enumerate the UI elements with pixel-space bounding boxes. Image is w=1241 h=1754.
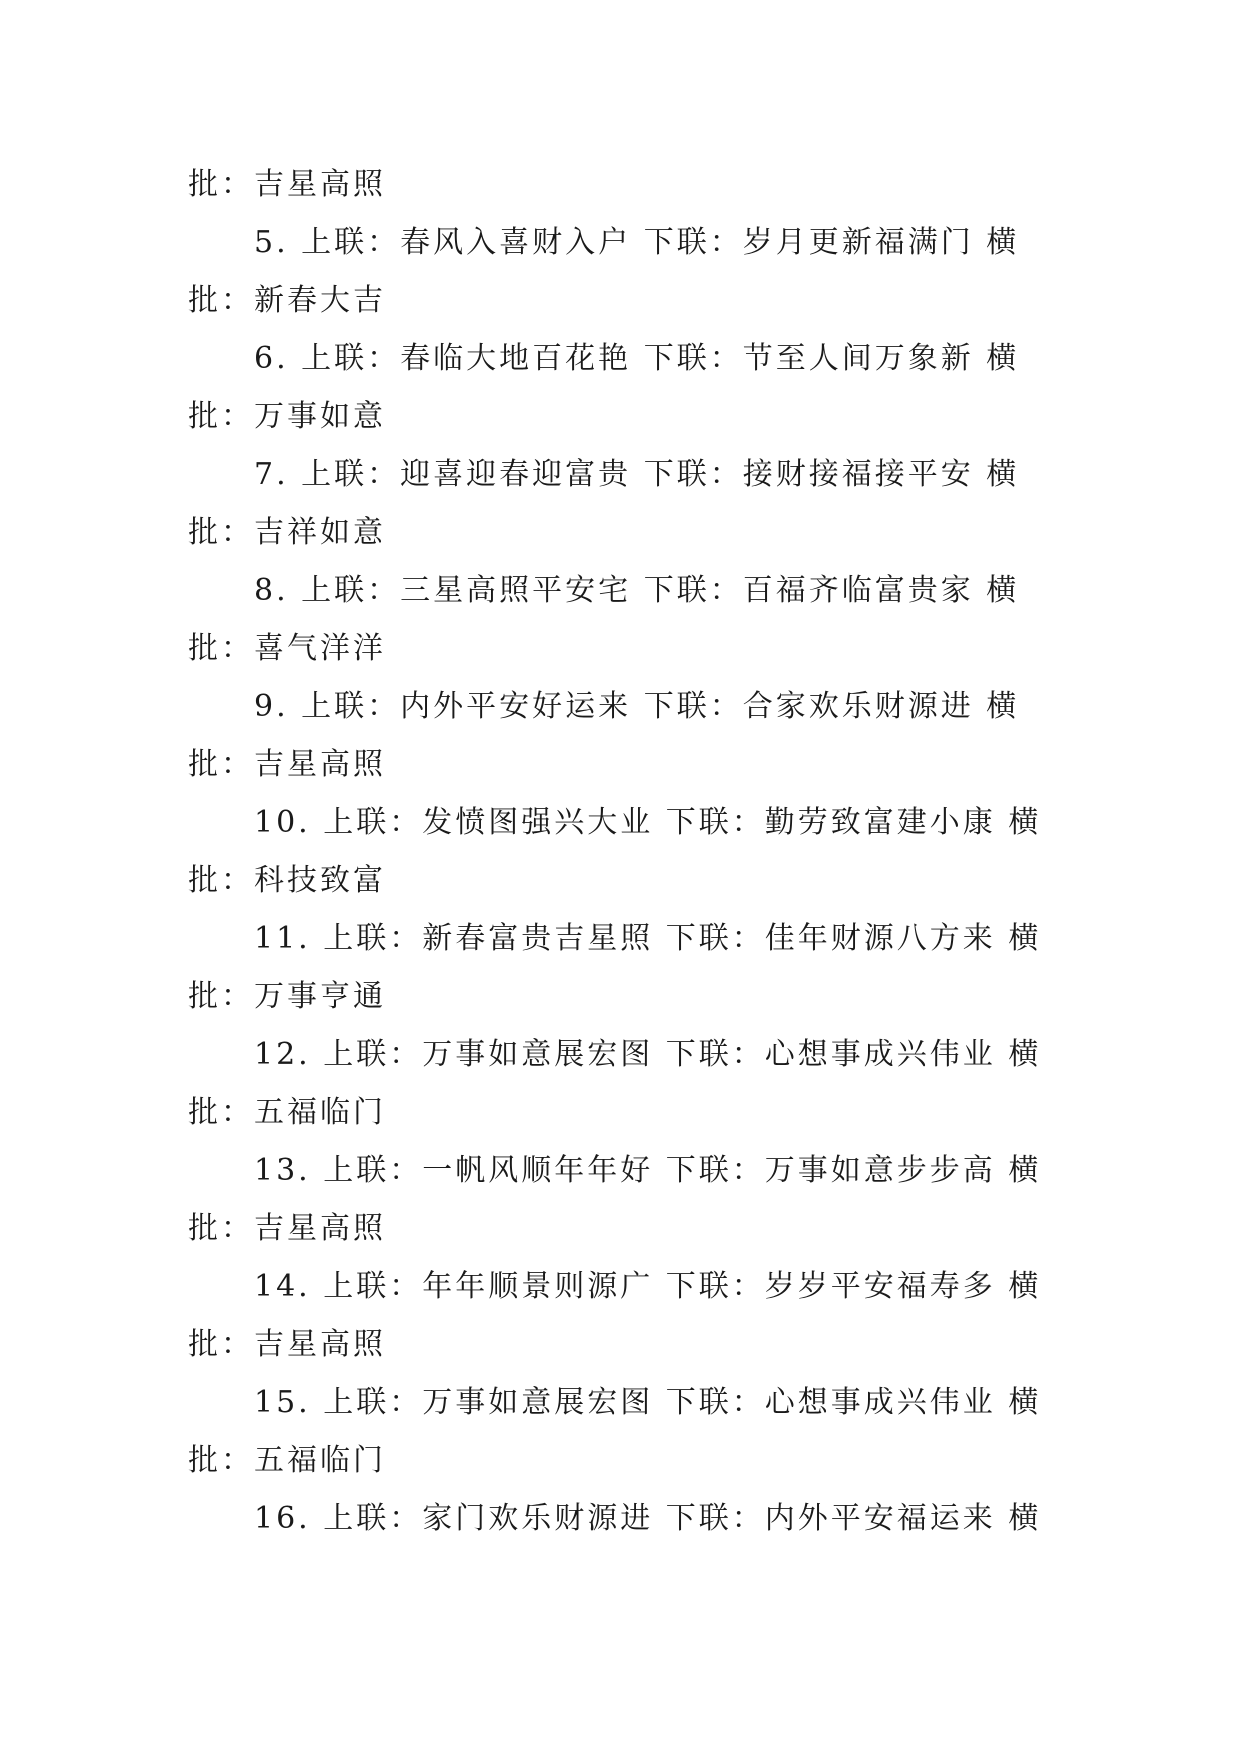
text-line: 批：吉祥如意: [188, 515, 386, 550]
text-line: 14. 上联：年年顺景则源广 下联：岁岁平安福寿多 横: [254, 1269, 1042, 1304]
text-line: 10. 上联：发愤图强兴大业 下联：勤劳致富建小康 横: [254, 805, 1042, 840]
text-line: 8. 上联：三星高照平安宅 下联：百福齐临富贵家 横: [254, 573, 1020, 608]
text-line: 批：吉星高照: [188, 747, 386, 782]
body-text: [188, 156, 1068, 1548]
text-line: 5. 上联：春风入喜财入户 下联：岁月更新福满门 横: [254, 225, 1020, 260]
text-line: 批：万事亨通: [188, 979, 386, 1014]
text-line: 12. 上联：万事如意展宏图 下联：心想事成兴伟业 横: [254, 1037, 1042, 1072]
text-line: 16. 上联：家门欢乐财源进 下联：内外平安福运来 横: [254, 1501, 1042, 1536]
text-line: 批：喜气洋洋: [188, 631, 386, 666]
text-line: 批：吉星高照: [188, 1211, 386, 1246]
text-line: 批：五福临门: [188, 1095, 386, 1130]
text-line: 批：吉星高照: [188, 167, 386, 202]
text-line: 7. 上联：迎喜迎春迎富贵 下联：接财接福接平安 横: [254, 457, 1020, 492]
text-line: 6. 上联：春临大地百花艳 下联：节至人间万象新 横: [254, 341, 1020, 376]
text-line: 15. 上联：万事如意展宏图 下联：心想事成兴伟业 横: [254, 1385, 1042, 1420]
text-line: 批：科技致富: [188, 863, 386, 898]
text-line: 13. 上联：一帆风顺年年好 下联：万事如意步步高 横: [254, 1153, 1042, 1188]
text-line: 批：万事如意: [188, 399, 386, 434]
text-line: 9. 上联：内外平安好运来 下联：合家欢乐财源进 横: [254, 689, 1020, 724]
text-line: 批：新春大吉: [188, 283, 386, 318]
text-line: 11. 上联：新春富贵吉星照 下联：佳年财源八方来 横: [254, 921, 1042, 956]
text-line: 批：五福临门: [188, 1443, 386, 1478]
text-line: 批：吉星高照: [188, 1327, 386, 1362]
